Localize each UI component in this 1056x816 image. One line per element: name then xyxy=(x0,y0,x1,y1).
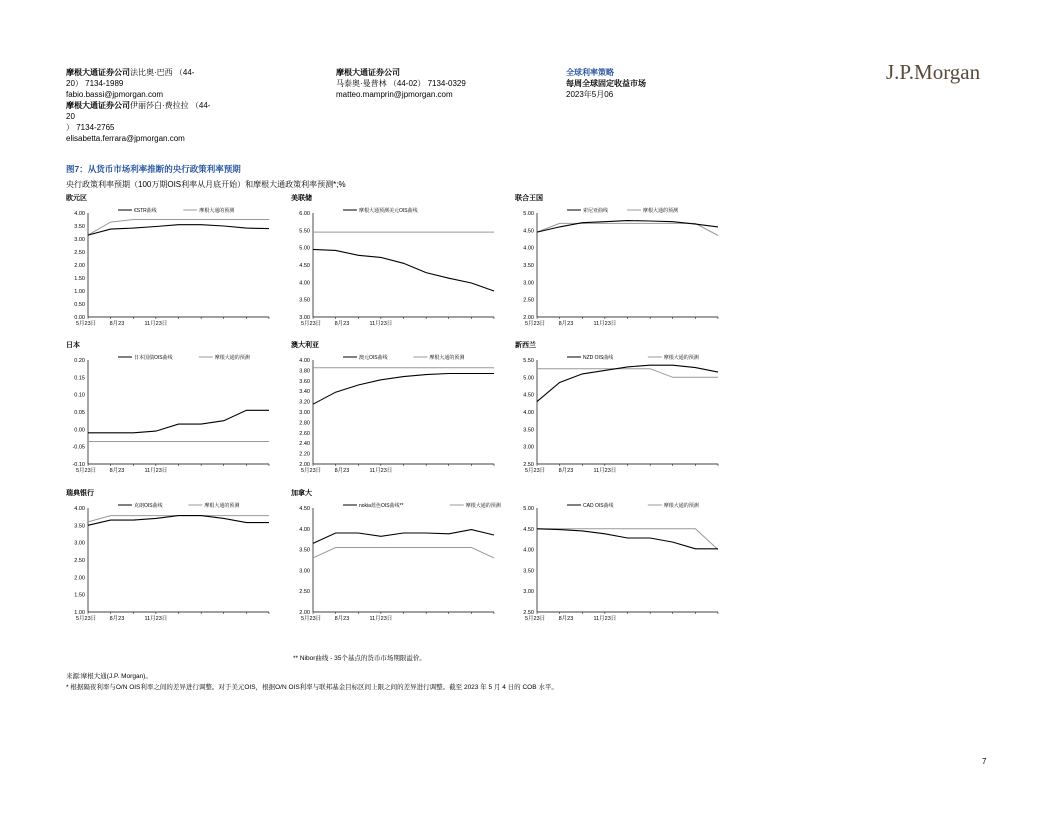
y-tick-label: 3.80 xyxy=(299,368,310,375)
author3-email[interactable]: matteo.mamprin@jpmorgan.com xyxy=(336,90,453,99)
chart-title: 联合王国 xyxy=(515,195,543,202)
y-tick-label: 2.50 xyxy=(299,589,310,596)
legend-label: €STR曲线 xyxy=(134,208,157,214)
y-tick-label: 2.00 xyxy=(74,263,85,269)
chart-panel-5 xyxy=(515,340,720,478)
chart-title: 瑞典银行 xyxy=(66,490,94,497)
y-tick-label: 2.60 xyxy=(299,430,310,437)
series-line xyxy=(537,223,718,235)
x-tick-label: 11月23日 xyxy=(144,616,168,622)
chart-panel-1 xyxy=(291,193,496,331)
x-tick-label: 11月23日 xyxy=(369,321,393,327)
y-tick-label: 3.50 xyxy=(523,263,534,269)
y-tick-label: 4.00 xyxy=(74,211,85,217)
author2-firm: 摩根大通证券公司 xyxy=(66,101,130,110)
y-tick-label: 5.50 xyxy=(523,358,534,364)
y-tick-label: 3.60 xyxy=(299,378,310,385)
y-tick-label: 3.00 xyxy=(523,589,534,596)
author1-name: 法比奥·巴西 （44- xyxy=(130,68,195,77)
legend-label: CAD OIS曲线 xyxy=(583,503,614,509)
figure-title: 图7：从货币市场利率推断的央行政策利率预期 xyxy=(66,164,241,174)
y-tick-label: 0.00 xyxy=(74,315,85,321)
y-tick-label: 3.40 xyxy=(299,389,310,396)
y-tick-label: 5.50 xyxy=(299,228,310,235)
y-tick-label: 3.20 xyxy=(299,399,310,406)
legend-label: 摩根大通的预测 xyxy=(465,503,501,509)
y-tick-label: 0.20 xyxy=(74,358,85,364)
x-tick-label: 8月23 xyxy=(334,321,350,327)
chart-svg xyxy=(515,340,720,478)
x-tick-label: 11月23日 xyxy=(369,616,393,622)
x-tick-label: 11月23日 xyxy=(144,321,168,327)
y-tick-label: 2.50 xyxy=(74,558,85,564)
author3-firm: 摩根大通证券公司 xyxy=(336,68,400,77)
author2-email[interactable]: elisabetta.ferrara@jpmorgan.com xyxy=(66,134,185,143)
x-tick-label: 5月23日 xyxy=(76,468,97,474)
chart-title: 欧元区 xyxy=(66,195,87,202)
series-line xyxy=(537,369,718,378)
figure-subtitle: 央行政策利率预期（100万期OIS利率从月底开始）和摩根大通政策利率预测*;% xyxy=(66,180,346,189)
y-tick-label: 2.00 xyxy=(74,575,85,582)
y-tick-label: 0.00 xyxy=(74,427,85,434)
y-tick-label: 2.80 xyxy=(299,420,310,427)
author1-firm: 摩根大通证券公司 xyxy=(66,68,130,77)
chart-title: 加拿大 xyxy=(291,490,312,497)
x-tick-label: 5月23日 xyxy=(525,468,546,474)
chart-svg xyxy=(291,340,496,478)
y-tick-label: 1.00 xyxy=(74,610,85,616)
y-tick-label: 4.00 xyxy=(523,410,534,416)
series-line xyxy=(88,410,269,433)
report-name: 每周全球固定收益市场 xyxy=(566,79,646,88)
y-tick-label: 0.50 xyxy=(74,302,85,308)
y-tick-label: 3.00 xyxy=(523,444,534,451)
x-tick-label: 8月23 xyxy=(558,616,574,622)
x-tick-label: 11月23日 xyxy=(144,468,168,474)
y-tick-label: 3.50 xyxy=(74,224,85,230)
chart-svg xyxy=(66,193,271,331)
y-tick-label: 1.00 xyxy=(74,289,85,295)
legend-label: 澳元OIS曲线 xyxy=(359,355,388,361)
x-tick-label: 8月23 xyxy=(109,616,125,622)
legend-label: 日本国债OIS曲线 xyxy=(134,355,173,361)
legend-label: 摩根大通的预测 xyxy=(214,355,250,361)
y-tick-label: -0.05 xyxy=(72,444,85,451)
x-tick-label: 8月23 xyxy=(109,321,125,327)
x-tick-label: 5月23日 xyxy=(301,468,322,474)
x-tick-label: 11月23日 xyxy=(593,468,617,474)
x-tick-label: 5月23日 xyxy=(525,616,546,622)
chart-svg xyxy=(515,193,720,331)
series-line xyxy=(88,225,269,235)
report-info xyxy=(566,67,726,100)
legend-label: 摩根大通预测美元OIS曲线 xyxy=(359,208,418,214)
x-tick-label: 5月23日 xyxy=(76,616,97,622)
y-tick-label: 4.00 xyxy=(74,506,85,512)
chart-panel-2 xyxy=(515,193,720,331)
y-tick-label: 3.50 xyxy=(74,523,85,530)
legend-label: 摩根大通的预测 xyxy=(663,503,699,509)
series-line xyxy=(537,529,718,549)
series-line xyxy=(537,221,718,233)
legend-label: 索尼亚曲线 xyxy=(583,208,609,214)
chart-svg xyxy=(66,340,271,478)
x-tick-label: 5月23日 xyxy=(301,321,322,327)
y-tick-label: 3.50 xyxy=(523,427,534,434)
report-category: 全球利率策略 xyxy=(566,68,614,77)
author3-name-phone: 马泰奥·曼普林 （44-02） 7134-0329 xyxy=(336,79,466,88)
series-line xyxy=(88,516,269,526)
page-number: 7 xyxy=(982,757,987,766)
legend-label: 摩根大通的预测 xyxy=(643,208,679,214)
y-tick-label: 3.50 xyxy=(299,547,310,554)
x-tick-label: 8月23 xyxy=(334,468,350,474)
y-tick-label: 5.00 xyxy=(299,245,310,252)
y-tick-label: 4.00 xyxy=(523,245,534,252)
y-tick-label: 3.00 xyxy=(74,540,85,547)
x-tick-label: 5月23日 xyxy=(301,616,322,622)
author2-phone: ） 7134-2765 xyxy=(66,123,115,132)
author1-phone: 20） 7134-1989 xyxy=(66,79,124,88)
chart-panel-7 xyxy=(291,488,501,626)
chart-title: 澳大利亚 xyxy=(291,342,319,349)
y-tick-label: 2.20 xyxy=(299,451,310,458)
y-tick-label: -0.10 xyxy=(72,462,85,468)
y-tick-label: 2.00 xyxy=(299,610,310,616)
chart-svg xyxy=(66,488,271,626)
y-tick-label: 4.50 xyxy=(523,526,534,533)
series-line xyxy=(313,548,494,558)
y-tick-label: 3.50 xyxy=(523,568,534,575)
x-tick-label: 8月23 xyxy=(558,321,574,327)
source-note: 来源:摩根大通(J.P. Morgan)。 xyxy=(66,673,152,680)
y-tick-label: 4.50 xyxy=(523,392,534,399)
x-tick-label: 11月23日 xyxy=(369,468,393,474)
x-tick-label: 8月23 xyxy=(558,468,574,474)
legend-label: 摩根大通的预测 xyxy=(204,503,240,509)
footnote: * 根据隔夜利率与O/N OIS利率之间的差异进行调整。对于美元OIS，根据O/N OIS利率与联邦基金目标区间上限之间的差异进行调整。截至 2023 年 5 月 4 日的 COB 水平。 xyxy=(66,684,558,691)
y-tick-label: 3.00 xyxy=(523,280,534,287)
y-tick-label: 2.50 xyxy=(523,610,534,616)
series-line xyxy=(313,530,494,544)
y-tick-label: 0.10 xyxy=(74,392,85,399)
y-tick-label: 2.40 xyxy=(299,441,310,448)
y-tick-label: 1.50 xyxy=(74,592,85,599)
chart-panel-0 xyxy=(66,193,271,331)
nibor-note: ** Nibor曲线 - 35个基点的货币市场期限溢价。 xyxy=(293,655,426,662)
jpmorgan-logo: J.P.Morgan xyxy=(886,60,981,84)
y-tick-label: 4.50 xyxy=(299,506,310,512)
series-line xyxy=(537,365,718,401)
x-tick-label: 11月23日 xyxy=(593,616,617,622)
author2-name: 伊丽莎白·费拉拉 （44-20 xyxy=(66,101,211,121)
y-tick-label: 5.00 xyxy=(523,506,534,512)
chart-title: 新西兰 xyxy=(515,342,536,349)
y-tick-label: 4.00 xyxy=(523,547,534,554)
series-line xyxy=(537,529,718,550)
x-tick-label: 5月23日 xyxy=(525,321,546,327)
legend-label: 摩根大通的预测 xyxy=(429,355,465,361)
y-tick-label: 2.50 xyxy=(523,297,534,304)
y-tick-label: 3.00 xyxy=(299,410,310,416)
legend-label: 摩根大通的预测 xyxy=(199,208,235,214)
chart-panel-4 xyxy=(291,340,496,478)
chart-svg xyxy=(515,488,720,626)
report-date: 2023年5月06 xyxy=(566,90,614,99)
x-tick-label: 8月23 xyxy=(334,616,350,622)
y-tick-label: 0.15 xyxy=(74,375,85,382)
y-tick-label: 4.50 xyxy=(299,263,310,269)
legend-label: NZD OIS曲线 xyxy=(583,355,614,361)
chart-svg xyxy=(291,488,501,626)
chart-panel-8 xyxy=(515,488,720,626)
y-tick-label: 1.50 xyxy=(74,276,85,282)
y-tick-label: 0.05 xyxy=(74,410,85,416)
y-tick-label: 2.00 xyxy=(523,315,534,321)
y-tick-label: 4.00 xyxy=(299,358,310,364)
y-tick-label: 5.00 xyxy=(523,211,534,217)
y-tick-label: 2.00 xyxy=(299,462,310,468)
author1-email[interactable]: fabio.bassi@jpmorgan.com xyxy=(66,90,164,99)
series-line xyxy=(88,516,269,522)
chart-panel-3 xyxy=(66,340,271,478)
series-line xyxy=(313,249,494,291)
y-tick-label: 2.50 xyxy=(74,250,85,256)
y-tick-label: 5.00 xyxy=(523,375,534,382)
y-tick-label: 3.00 xyxy=(74,237,85,243)
series-line xyxy=(313,374,494,405)
y-tick-label: 4.00 xyxy=(299,280,310,287)
legend-label: nokia蓝色OIS曲线** xyxy=(359,503,404,509)
y-tick-label: 3.50 xyxy=(299,297,310,304)
author-block-2 xyxy=(336,67,516,100)
chart-title: 美联储 xyxy=(291,195,312,202)
y-tick-label: 2.50 xyxy=(523,462,534,468)
chart-svg xyxy=(291,193,496,331)
chart-panel-6 xyxy=(66,488,271,626)
legend-label: 摩根大通的预测 xyxy=(663,355,699,361)
y-tick-label: 4.50 xyxy=(523,228,534,235)
x-tick-label: 5月23日 xyxy=(76,321,97,327)
legend-label: 克朗OIS曲线 xyxy=(134,503,163,509)
y-tick-label: 4.00 xyxy=(299,526,310,533)
y-tick-label: 6.00 xyxy=(299,211,310,217)
author-block-1 xyxy=(66,67,216,144)
chart-title: 日本 xyxy=(66,342,80,349)
y-tick-label: 3.00 xyxy=(299,315,310,321)
x-tick-label: 11月23日 xyxy=(593,321,617,327)
x-tick-label: 8月23 xyxy=(109,468,125,474)
y-tick-label: 3.00 xyxy=(299,568,310,575)
